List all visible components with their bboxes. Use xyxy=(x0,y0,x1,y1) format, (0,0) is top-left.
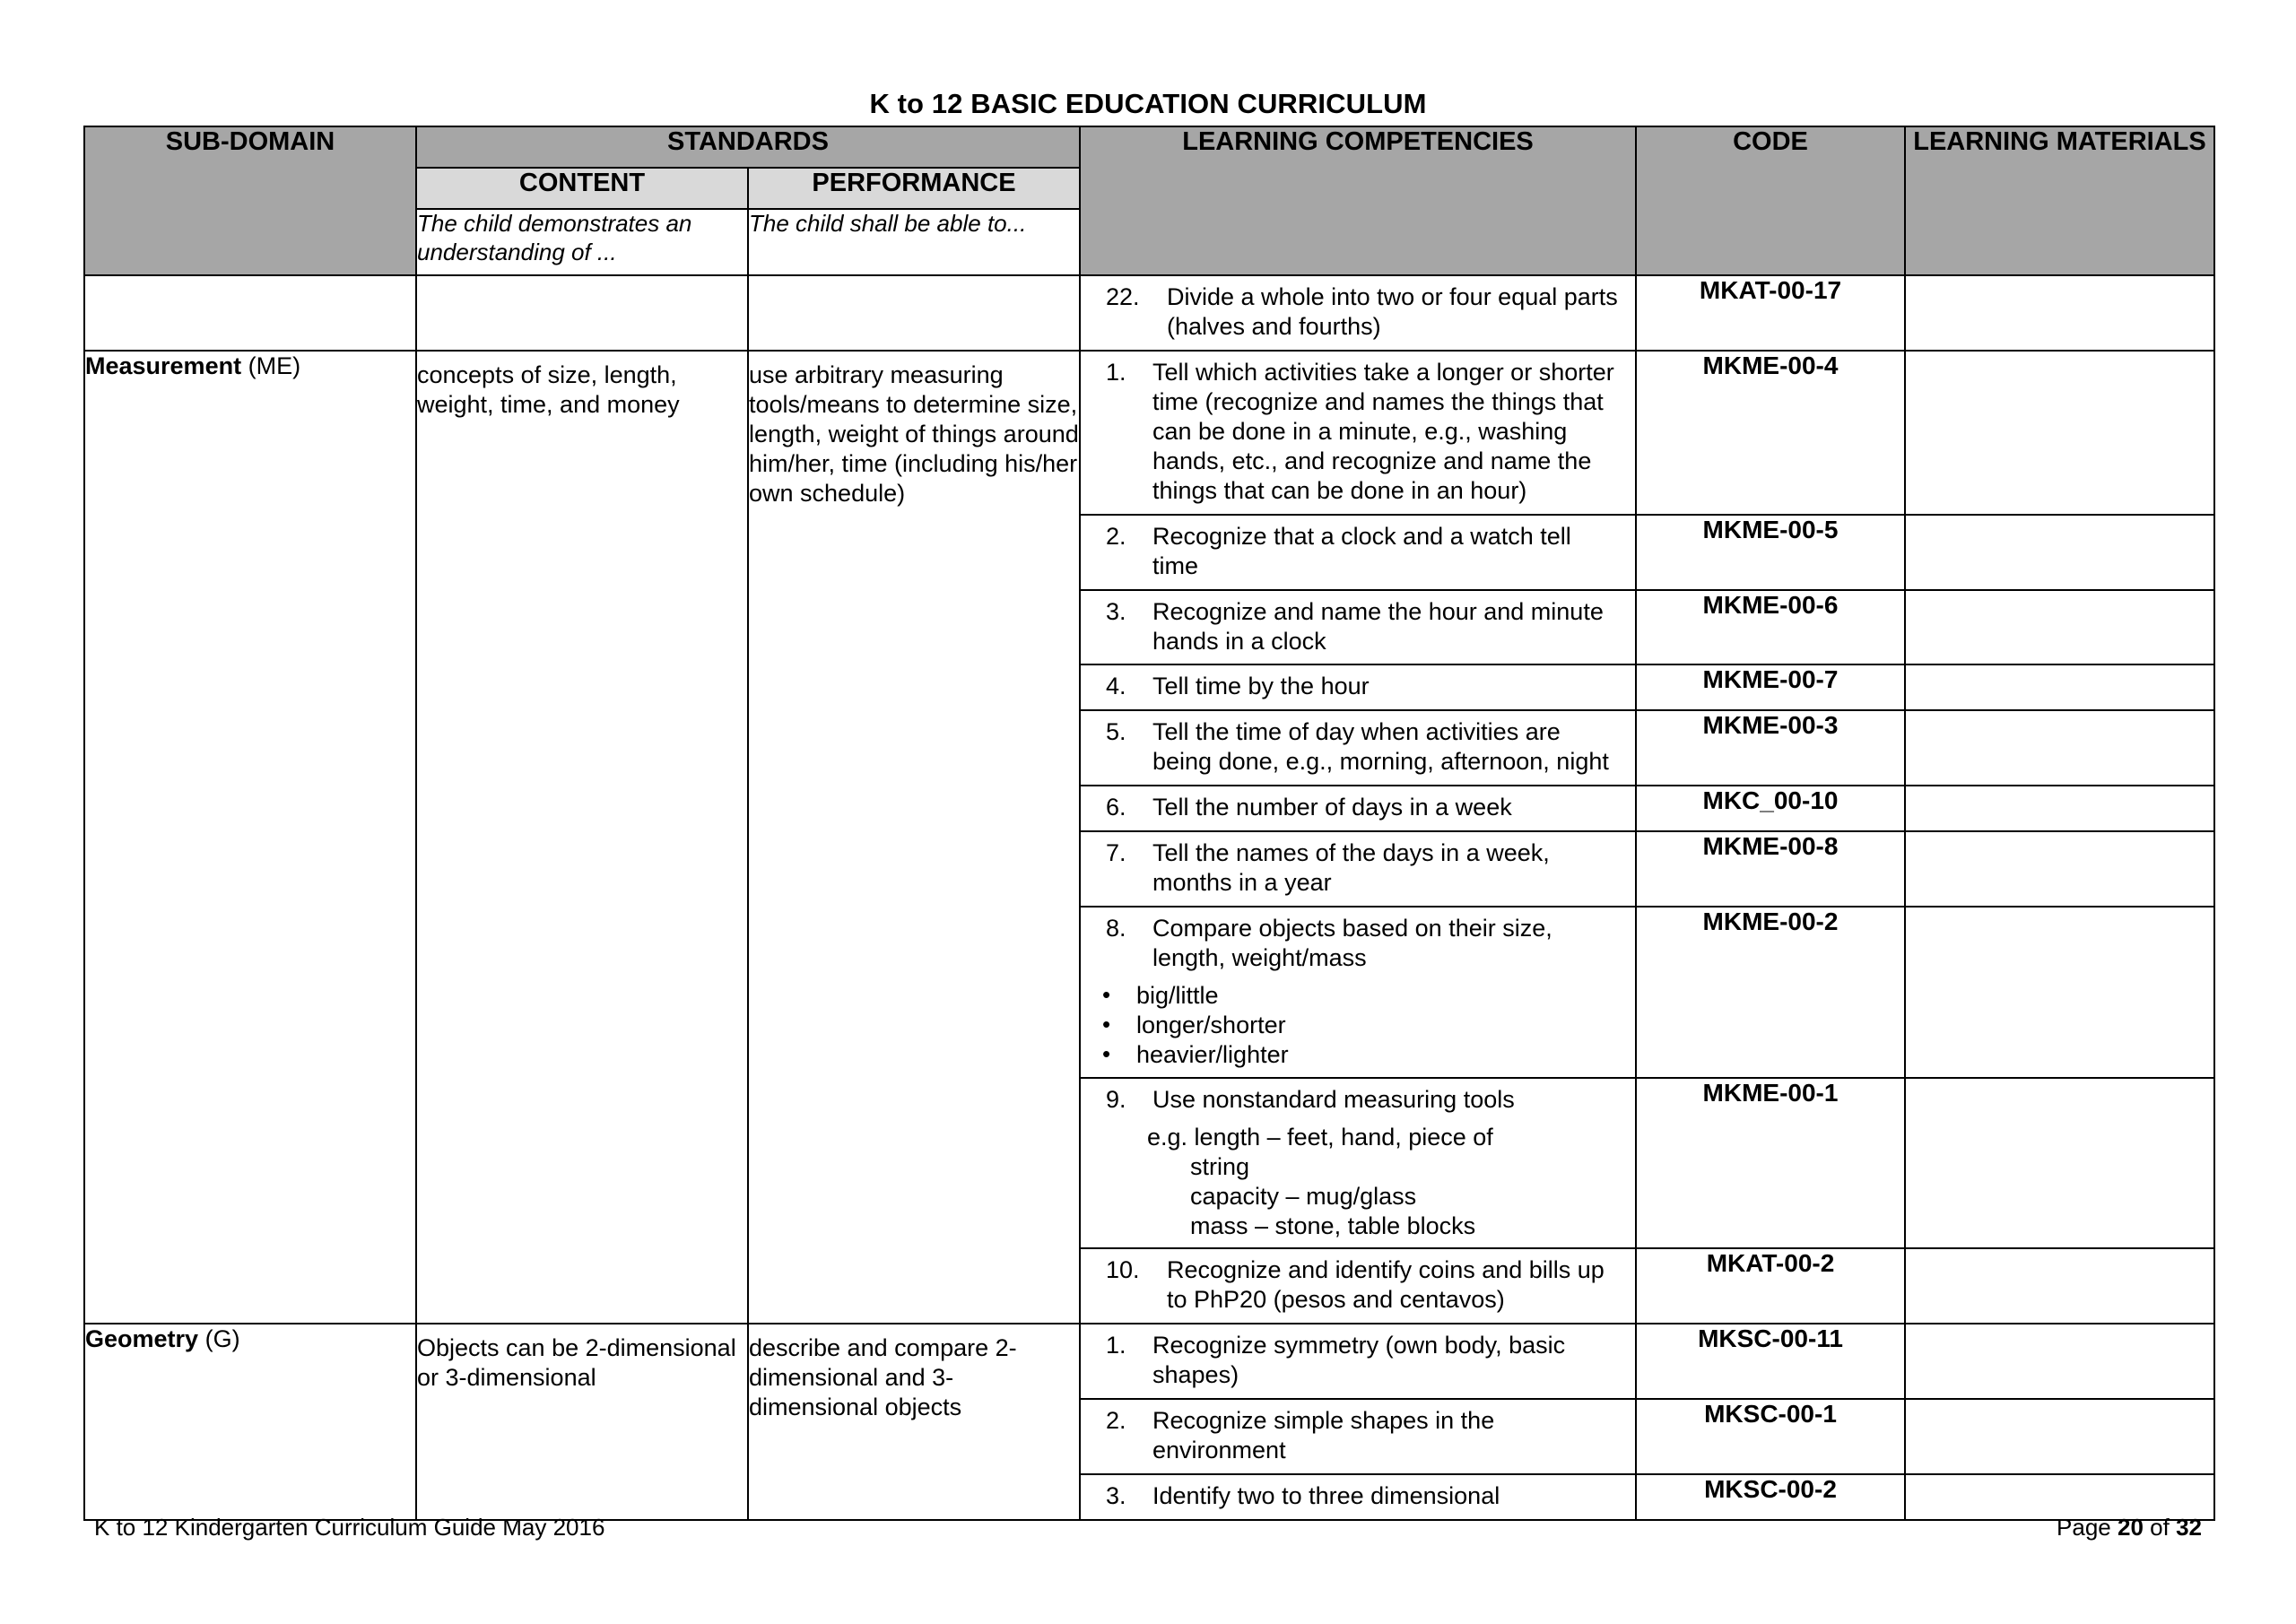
cell-learning-competency xyxy=(1080,1399,1636,1474)
competency-detail-line: capacity – mug/glass xyxy=(1190,1182,1417,1210)
cell-learning-competency xyxy=(1080,275,1636,351)
sub-domain-name: Geometry xyxy=(85,1325,199,1353)
cell-content-standard: Objects can be 2-dimensional or 3-dimensional xyxy=(416,1324,748,1520)
competency-text: Tell time by the hour xyxy=(1152,673,1370,700)
competency-number: 10. xyxy=(1106,1256,1140,1284)
header-content: CONTENT xyxy=(416,168,748,209)
cell-learning-competency xyxy=(1080,831,1636,907)
competency-detail-line: mass – stone, table blocks xyxy=(1190,1211,1476,1239)
competency-text: Compare objects based on their size, length, weight/mass xyxy=(1152,915,1552,971)
cell-code: MKME-00-3 xyxy=(1636,710,1905,786)
cell-learning-materials xyxy=(1905,786,2214,831)
cell-learning-materials xyxy=(1905,1248,2214,1324)
competency-number: 2. xyxy=(1106,1407,1126,1435)
page-title: K to 12 BASIC EDUCATION CURRICULUM xyxy=(869,88,1427,119)
list-item: • heavier/lighter xyxy=(1136,1040,1635,1070)
cell-learning-materials xyxy=(1905,907,2214,1078)
table-header-row-1 xyxy=(84,126,2214,168)
cell-learning-materials xyxy=(1905,1324,2214,1399)
competency-number: 6. xyxy=(1106,794,1126,821)
competency-number: 1. xyxy=(1106,359,1126,386)
cell-learning-materials xyxy=(1905,275,2214,351)
cell-learning-materials xyxy=(1905,1078,2214,1249)
cell-code: MKAT-00-17 xyxy=(1636,275,1905,351)
cell-code: MKME-00-4 xyxy=(1636,351,1905,515)
competency-text: Recognize symmetry (own body, basic shapes) xyxy=(1152,1332,1566,1389)
cell-code: MKME-00-1 xyxy=(1636,1078,1905,1249)
footer-page-label: Page xyxy=(2057,1514,2111,1541)
cell-content-standard: concepts of size, length, weight, time, and money xyxy=(416,351,748,1324)
footer-document-name: K to 12 Kindergarten Curriculum Guide May 2016 xyxy=(94,1514,605,1541)
competency-number: 4. xyxy=(1106,673,1126,700)
cell-learning-materials xyxy=(1905,1399,2214,1474)
cell-learning-materials xyxy=(1905,590,2214,665)
footer-of-label: of xyxy=(2150,1514,2170,1541)
header-code: CODE xyxy=(1636,126,1905,275)
cell-performance-standard xyxy=(748,275,1080,351)
competency-detail-line: string xyxy=(1190,1152,1250,1180)
cell-learning-competency xyxy=(1080,590,1636,665)
cell-learning-competency xyxy=(1080,907,1636,1078)
competency-text: Tell the number of days in a week xyxy=(1152,794,1512,821)
competency-text: Recognize simple shapes in the environment xyxy=(1152,1407,1495,1464)
table-row xyxy=(84,275,2214,351)
cell-learning-competency xyxy=(1080,786,1636,831)
header-performance: PERFORMANCE xyxy=(748,168,1080,209)
header-content-note: The child demonstrates an understanding of ... xyxy=(416,209,748,275)
cell-code: MKSC-00-11 xyxy=(1636,1324,1905,1399)
header-sub-domain: SUB-DOMAIN xyxy=(84,126,416,275)
footer-total-pages: 32 xyxy=(2176,1514,2202,1541)
header-learning-competencies: LEARNING COMPETENCIES xyxy=(1080,126,1636,275)
cell-code: MKME-00-6 xyxy=(1636,590,1905,665)
cell-content-standard xyxy=(416,275,748,351)
cell-code: MKME-00-2 xyxy=(1636,907,1905,1078)
page-footer xyxy=(94,1514,2202,1541)
competency-number: 9. xyxy=(1106,1085,1126,1113)
header-standards: STANDARDS xyxy=(416,126,1080,168)
header-performance-note: The child shall be able to... xyxy=(748,209,1080,275)
cell-learning-competency xyxy=(1080,515,1636,590)
cell-sub-domain-geometry xyxy=(84,1324,416,1520)
cell-code: MKC_00-10 xyxy=(1636,786,1905,831)
competency-text: Identify two to three dimensional xyxy=(1152,1482,1500,1510)
competency-number: 1. xyxy=(1106,1332,1126,1359)
cell-learning-competency xyxy=(1080,1078,1636,1249)
cell-learning-materials xyxy=(1905,515,2214,590)
competency-number: 2. xyxy=(1106,522,1126,550)
cell-code: MKME-00-5 xyxy=(1636,515,1905,590)
cell-learning-materials xyxy=(1905,664,2214,710)
competency-text: Tell which activities take a longer or shorter time (recognize and names the things that can be done in a minute, e.g., washing hands, etc., and recognize and name the things that can be done in an hour) xyxy=(1152,359,1614,504)
list-item: • big/little xyxy=(1136,981,1635,1011)
footer-page-number xyxy=(2057,1514,2202,1541)
cell-learning-competency xyxy=(1080,1324,1636,1399)
cell-code: MKSC-00-2 xyxy=(1636,1474,1905,1520)
competency-detail-line: e.g. length – feet, hand, piece of xyxy=(1147,1123,1493,1151)
cell-learning-materials xyxy=(1905,710,2214,786)
curriculum-table xyxy=(83,126,2215,1521)
cell-code: MKME-00-8 xyxy=(1636,831,1905,907)
competency-number: 7. xyxy=(1106,839,1126,867)
cell-learning-competency xyxy=(1080,1248,1636,1324)
competency-number: 3. xyxy=(1106,597,1126,625)
cell-code: MKSC-00-1 xyxy=(1636,1399,1905,1474)
cell-sub-domain xyxy=(84,275,416,351)
competency-number: 22. xyxy=(1106,283,1140,310)
list-item: • longer/shorter xyxy=(1136,1011,1635,1040)
competency-text: Tell the time of day when activities are being done, e.g., morning, afternoon, night xyxy=(1152,718,1609,776)
cell-learning-competency xyxy=(1080,664,1636,710)
header-learning-materials: LEARNING MATERIALS xyxy=(1905,126,2214,275)
cell-performance-standard: describe and compare 2-dimensional and 3-dimensional objects xyxy=(748,1324,1080,1520)
table-row xyxy=(84,1324,2214,1399)
competency-number: 5. xyxy=(1106,718,1126,746)
table-row xyxy=(84,351,2214,515)
cell-learning-materials xyxy=(1905,351,2214,515)
cell-code: MKME-00-7 xyxy=(1636,664,1905,710)
footer-current-page: 20 xyxy=(2118,1514,2144,1541)
competency-bullet-list xyxy=(1081,981,1635,1070)
competency-number: 8. xyxy=(1106,915,1126,942)
sub-domain-abbr: (G) xyxy=(204,1325,240,1353)
competency-text: Use nonstandard measuring tools xyxy=(1152,1085,1515,1113)
competency-number: 3. xyxy=(1106,1482,1126,1510)
cell-learning-materials xyxy=(1905,831,2214,907)
competency-text: Divide a whole into two or four equal parts (halves and fourths) xyxy=(1167,283,1618,340)
sub-domain-name: Measurement xyxy=(85,352,242,379)
competency-text: Recognize that a clock and a watch tell time xyxy=(1152,522,1571,579)
cell-code: MKAT-00-2 xyxy=(1636,1248,1905,1324)
competency-text: Recognize and name the hour and minute hands in a clock xyxy=(1152,597,1604,655)
cell-learning-competency xyxy=(1080,351,1636,515)
cell-learning-competency xyxy=(1080,710,1636,786)
competency-text: Recognize and identify coins and bills up to PhP20 (pesos and centavos) xyxy=(1167,1256,1605,1314)
cell-sub-domain-measurement xyxy=(84,351,416,1324)
competency-text: Tell the names of the days in a week, months in a year xyxy=(1152,839,1550,897)
sub-domain-abbr: (ME) xyxy=(248,352,301,379)
cell-performance-standard: use arbitrary measuring tools/means to determine size, length, weight of things around him/her, time (including his/her own schedule) xyxy=(748,351,1080,1324)
